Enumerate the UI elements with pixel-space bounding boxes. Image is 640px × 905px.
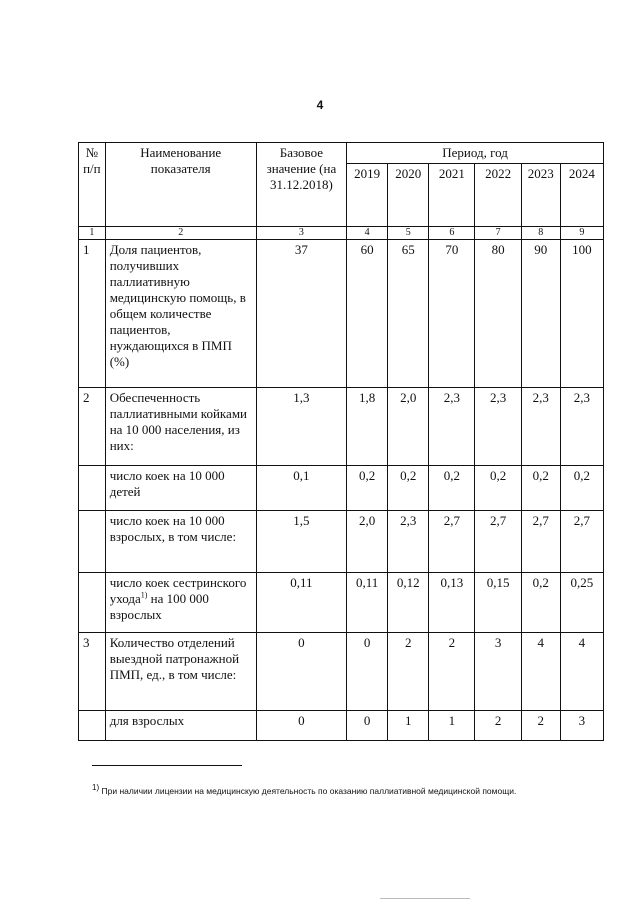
header-year: 2021 — [429, 164, 475, 227]
header-year: 2020 — [388, 164, 429, 227]
header-num: № п/п — [79, 143, 106, 227]
column-number: 9 — [560, 227, 603, 240]
column-numbers-row — [79, 227, 604, 240]
row-base: 0,11 — [256, 573, 346, 633]
header-name: Наименование показателя — [105, 143, 256, 227]
row-num: 3 — [79, 633, 106, 711]
row-name-text: число коек сестринского ухода — [109, 575, 247, 606]
column-number: 4 — [347, 227, 388, 240]
row-value: 65 — [388, 240, 429, 388]
row-value: 4 — [560, 633, 603, 711]
row-value: 2 — [429, 633, 475, 711]
header-year: 2022 — [475, 164, 521, 227]
row-num — [79, 573, 106, 633]
row-value: 2,7 — [560, 511, 603, 573]
row-num — [79, 511, 106, 573]
row-value: 2 — [388, 633, 429, 711]
row-value: 2 — [521, 711, 560, 741]
row-name — [105, 573, 256, 633]
row-value: 1 — [388, 711, 429, 741]
footnote-ref: 1) — [140, 590, 148, 600]
row-value: 2,3 — [521, 388, 560, 466]
row-value: 2 — [475, 711, 521, 741]
table-row — [79, 633, 604, 711]
column-number: 8 — [521, 227, 560, 240]
column-number: 6 — [429, 227, 475, 240]
row-base: 1,5 — [256, 511, 346, 573]
scan-artifact-line — [380, 898, 470, 899]
footnote-marker: 1) — [92, 783, 100, 793]
row-name-text-continued: на 100 000 взрослых — [109, 591, 209, 622]
column-number: 5 — [388, 227, 429, 240]
row-value: 1 — [429, 711, 475, 741]
row-name: число коек на 10 000 взрослых, в том числе: — [105, 511, 256, 573]
row-value: 0,25 — [560, 573, 603, 633]
row-value: 0 — [347, 633, 388, 711]
indicators-table — [78, 142, 604, 741]
header-period: Период, год — [347, 143, 604, 164]
row-num — [79, 711, 106, 741]
row-name: Обеспеченность паллиативными койками на 10 000 населения, из них: — [105, 388, 256, 466]
row-value: 0,15 — [475, 573, 521, 633]
row-base: 1,3 — [256, 388, 346, 466]
header-year: 2023 — [521, 164, 560, 227]
row-base: 37 — [256, 240, 346, 388]
row-value: 2,3 — [429, 388, 475, 466]
row-value: 0,2 — [388, 466, 429, 511]
row-value: 0,2 — [521, 466, 560, 511]
page-number: 4 — [316, 98, 324, 112]
row-name: для взрослых — [105, 711, 256, 741]
row-value: 2,7 — [521, 511, 560, 573]
table-row — [79, 388, 604, 466]
row-value: 1,8 — [347, 388, 388, 466]
column-number: 7 — [475, 227, 521, 240]
row-value: 60 — [347, 240, 388, 388]
row-value: 4 — [521, 633, 560, 711]
row-value: 2,0 — [347, 511, 388, 573]
row-value: 100 — [560, 240, 603, 388]
column-number: 3 — [256, 227, 346, 240]
footnote-separator — [92, 765, 242, 766]
table-row — [79, 573, 604, 633]
row-name: Доля пациентов, получивших паллиативную медицинскую помощь, в общем количестве пациентов, нуждающихся в ПМП (%) — [105, 240, 256, 388]
row-value: 80 — [475, 240, 521, 388]
row-value: 0,2 — [347, 466, 388, 511]
footnote-text: При наличии лицензии на медицинскую деятельность по оказанию паллиативной медицинской помощи. — [101, 786, 517, 796]
row-base: 0,1 — [256, 466, 346, 511]
row-num: 2 — [79, 388, 106, 466]
row-value: 2,0 — [388, 388, 429, 466]
header-year: 2024 — [560, 164, 603, 227]
row-base: 0 — [256, 711, 346, 741]
row-value: 0,11 — [347, 573, 388, 633]
footnote — [92, 784, 592, 798]
row-value: 70 — [429, 240, 475, 388]
row-num: 1 — [79, 240, 106, 388]
header-base: Базовое значение (на 31.12.2018) — [256, 143, 346, 227]
row-num — [79, 466, 106, 511]
row-name: Количество отделений выездной патронажной ПМП, ед., в том числе: — [105, 633, 256, 711]
row-value: 2,3 — [388, 511, 429, 573]
row-value: 0,2 — [521, 573, 560, 633]
row-value: 0,12 — [388, 573, 429, 633]
table-row — [79, 240, 604, 388]
row-value: 0 — [347, 711, 388, 741]
row-value: 0,13 — [429, 573, 475, 633]
row-value: 2,3 — [475, 388, 521, 466]
header-year: 2019 — [347, 164, 388, 227]
row-value: 2,7 — [475, 511, 521, 573]
row-value: 0,2 — [429, 466, 475, 511]
column-number: 2 — [105, 227, 256, 240]
table-row — [79, 466, 604, 511]
row-base: 0 — [256, 633, 346, 711]
row-value: 3 — [560, 711, 603, 741]
row-value: 0,2 — [475, 466, 521, 511]
row-value: 90 — [521, 240, 560, 388]
row-value: 2,3 — [560, 388, 603, 466]
row-value: 0,2 — [560, 466, 603, 511]
table-row — [79, 511, 604, 573]
row-value: 2,7 — [429, 511, 475, 573]
table-row — [79, 711, 604, 741]
row-name: число коек на 10 000 детей — [105, 466, 256, 511]
column-number: 1 — [79, 227, 106, 240]
row-value: 3 — [475, 633, 521, 711]
